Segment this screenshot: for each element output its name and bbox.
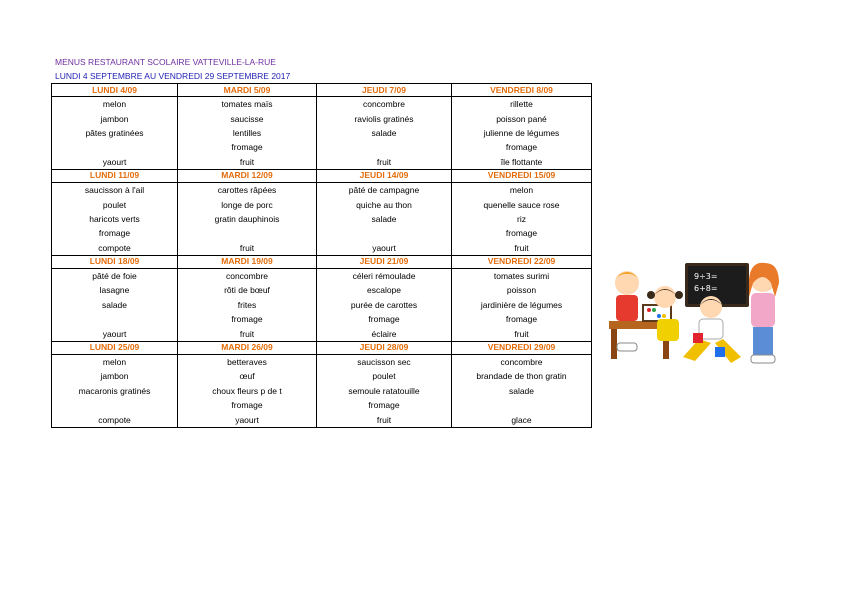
table-row (52, 268, 592, 283)
menu-cell: yaourt (178, 412, 317, 427)
menu-cell: tomates surimi (452, 268, 592, 283)
board-text: 6+8= (694, 284, 718, 293)
boy-shirt (616, 295, 638, 321)
day-header: MARDI 26/09 (178, 341, 317, 354)
menu-cell: poulet (52, 197, 178, 211)
week-header (52, 84, 592, 97)
menu-cell: pâtes gratinées (52, 126, 178, 140)
menu-cell: salade (52, 298, 178, 312)
menu-cell: quiche au thon (317, 197, 452, 211)
abacus-bead (662, 314, 666, 318)
menu-cell: concombre (452, 354, 592, 369)
girl-pigtail (675, 291, 683, 299)
day-header: MARDI 19/09 (178, 255, 317, 268)
menu-cell: salade (317, 212, 452, 226)
girl-pigtail (647, 291, 655, 299)
day-header: MARDI 12/09 (178, 169, 317, 182)
table-row (52, 398, 592, 412)
tall-girl-shoes (751, 355, 775, 363)
menu-cell: fromage (317, 398, 452, 412)
menu-cell: julienne de légumes (452, 126, 592, 140)
day-header: MARDI 5/09 (178, 84, 317, 97)
table-row (52, 111, 592, 125)
menu-cell: pâté de foie (52, 268, 178, 283)
menu-cell: quenelle sauce rose (452, 197, 592, 211)
day-header: LUNDI 25/09 (52, 341, 178, 354)
menu-cell: île flottante (452, 155, 592, 170)
table-row (52, 140, 592, 154)
toy-block (693, 333, 703, 343)
table-row (52, 97, 592, 112)
week-header (52, 169, 592, 182)
menu-cell: glace (452, 412, 592, 427)
menu-cell: haricots verts (52, 212, 178, 226)
menu-cell: concombre (317, 97, 452, 112)
week-header (52, 255, 592, 268)
day-header: JEUDI 21/09 (317, 255, 452, 268)
menu-cell: carottes râpées (178, 182, 317, 197)
menu-period: LUNDI 4 SEPTEMBRE AU VENDREDI 29 SEPTEMBRE 2017 (55, 71, 291, 81)
menu-cell: fruit (178, 326, 317, 341)
abacus-bead (652, 308, 656, 312)
menu-cell: macaronis gratinés (52, 384, 178, 398)
menu-cell: jambon (52, 111, 178, 125)
table-row (52, 354, 592, 369)
table-row (52, 384, 592, 398)
menu-cell (317, 226, 452, 240)
day-header: JEUDI 28/09 (317, 341, 452, 354)
day-header: VENDREDI 29/09 (452, 341, 592, 354)
menu-cell: jardinière de légumes (452, 298, 592, 312)
table-row (52, 197, 592, 211)
menu-cell: fruit (317, 155, 452, 170)
boy-head (615, 271, 639, 295)
menu-cell: gratin dauphinois (178, 212, 317, 226)
menu-cell: choux fleurs p de t (178, 384, 317, 398)
table-row (52, 298, 592, 312)
table-row (52, 212, 592, 226)
menu-title: MENUS RESTAURANT SCOLAIRE VATTEVILLE-LA-RUE (55, 57, 276, 67)
table-row (52, 226, 592, 240)
menu-cell: fromage (178, 312, 317, 326)
menu-cell: raviolis gratinés (317, 111, 452, 125)
menu-cell: éclaire (317, 326, 452, 341)
table-row (52, 126, 592, 140)
menu-cell: fromage (452, 140, 592, 154)
menu-cell: lentilles (178, 126, 317, 140)
menu-cell: poisson (452, 283, 592, 297)
menu-cell: compote (52, 241, 178, 256)
tall-girl-jeans (753, 327, 773, 357)
abacus-bead (657, 314, 661, 318)
table-row (52, 326, 592, 341)
menu-cell: pâté de campagne (317, 182, 452, 197)
board-text: 9÷3= (694, 272, 718, 281)
table-row (52, 412, 592, 427)
day-header: LUNDI 4/09 (52, 84, 178, 97)
menu-cell: purée de carottes (317, 298, 452, 312)
menu-cell: compote (52, 412, 178, 427)
menu-cell: lasagne (52, 283, 178, 297)
menu-cell: tomates maïs (178, 97, 317, 112)
menu-cell: rillette (452, 97, 592, 112)
menu-cell: salade (317, 126, 452, 140)
menu-cell (52, 398, 178, 412)
menu-cell: rôti de bœuf (178, 283, 317, 297)
menu-cell (52, 312, 178, 326)
girl-dress (657, 319, 679, 341)
boy-shoes (617, 343, 637, 351)
toy-block (715, 347, 725, 357)
menu-cell: yaourt (52, 155, 178, 170)
menu-cell: œuf (178, 369, 317, 383)
table-row (52, 241, 592, 256)
menu-cell: fromage (178, 140, 317, 154)
menu-cell: céleri rémoulade (317, 268, 452, 283)
menu-cell: melon (52, 97, 178, 112)
menu-cell: fromage (452, 226, 592, 240)
menu-cell: riz (452, 212, 592, 226)
table-row (52, 182, 592, 197)
menu-cell: semoule ratatouille (317, 384, 452, 398)
menu-cell: fromage (452, 312, 592, 326)
table-row (52, 155, 592, 170)
children-at-blackboard-illustration (603, 257, 783, 375)
day-header: VENDREDI 22/09 (452, 255, 592, 268)
menu-cell: fromage (317, 312, 452, 326)
menu-cell: salade (452, 384, 592, 398)
menu-cell: melon (52, 354, 178, 369)
menu-cell: poulet (317, 369, 452, 383)
menu-cell: longe de porc (178, 197, 317, 211)
menu-cell: fruit (178, 155, 317, 170)
menu-cell: brandade de thon gratin (452, 369, 592, 383)
menu-cell: jambon (52, 369, 178, 383)
table-row (52, 312, 592, 326)
tall-girl-shirt (751, 293, 775, 327)
menu-cell: yaourt (52, 326, 178, 341)
table-row (52, 369, 592, 383)
week-header (52, 341, 592, 354)
abacus-bead (647, 308, 651, 312)
menu-cell (52, 140, 178, 154)
menu-cell: fromage (178, 398, 317, 412)
desk-leg (611, 329, 617, 359)
table-row (52, 283, 592, 297)
menu-cell: fruit (452, 241, 592, 256)
menu-cell: concombre (178, 268, 317, 283)
menu-cell: escalope (317, 283, 452, 297)
menu-cell: melon (452, 182, 592, 197)
menu-table (51, 83, 592, 428)
menu-cell (452, 398, 592, 412)
menu-cell: yaourt (317, 241, 452, 256)
day-header: VENDREDI 8/09 (452, 84, 592, 97)
day-header: LUNDI 18/09 (52, 255, 178, 268)
day-header: VENDREDI 15/09 (452, 169, 592, 182)
menu-cell: poisson pané (452, 111, 592, 125)
menu-cell: fromage (52, 226, 178, 240)
menu-cell: frites (178, 298, 317, 312)
day-header: JEUDI 14/09 (317, 169, 452, 182)
menu-cell: saucisson à l'ail (52, 182, 178, 197)
menu-cell (317, 140, 452, 154)
menu-cell: saucisson sec (317, 354, 452, 369)
day-header: JEUDI 7/09 (317, 84, 452, 97)
menu-cell (178, 226, 317, 240)
menu-cell: fruit (452, 326, 592, 341)
day-header: LUNDI 11/09 (52, 169, 178, 182)
menu-cell: betteraves (178, 354, 317, 369)
menu-cell: saucisse (178, 111, 317, 125)
menu-cell: fruit (317, 412, 452, 427)
menu-cell: fruit (178, 241, 317, 256)
